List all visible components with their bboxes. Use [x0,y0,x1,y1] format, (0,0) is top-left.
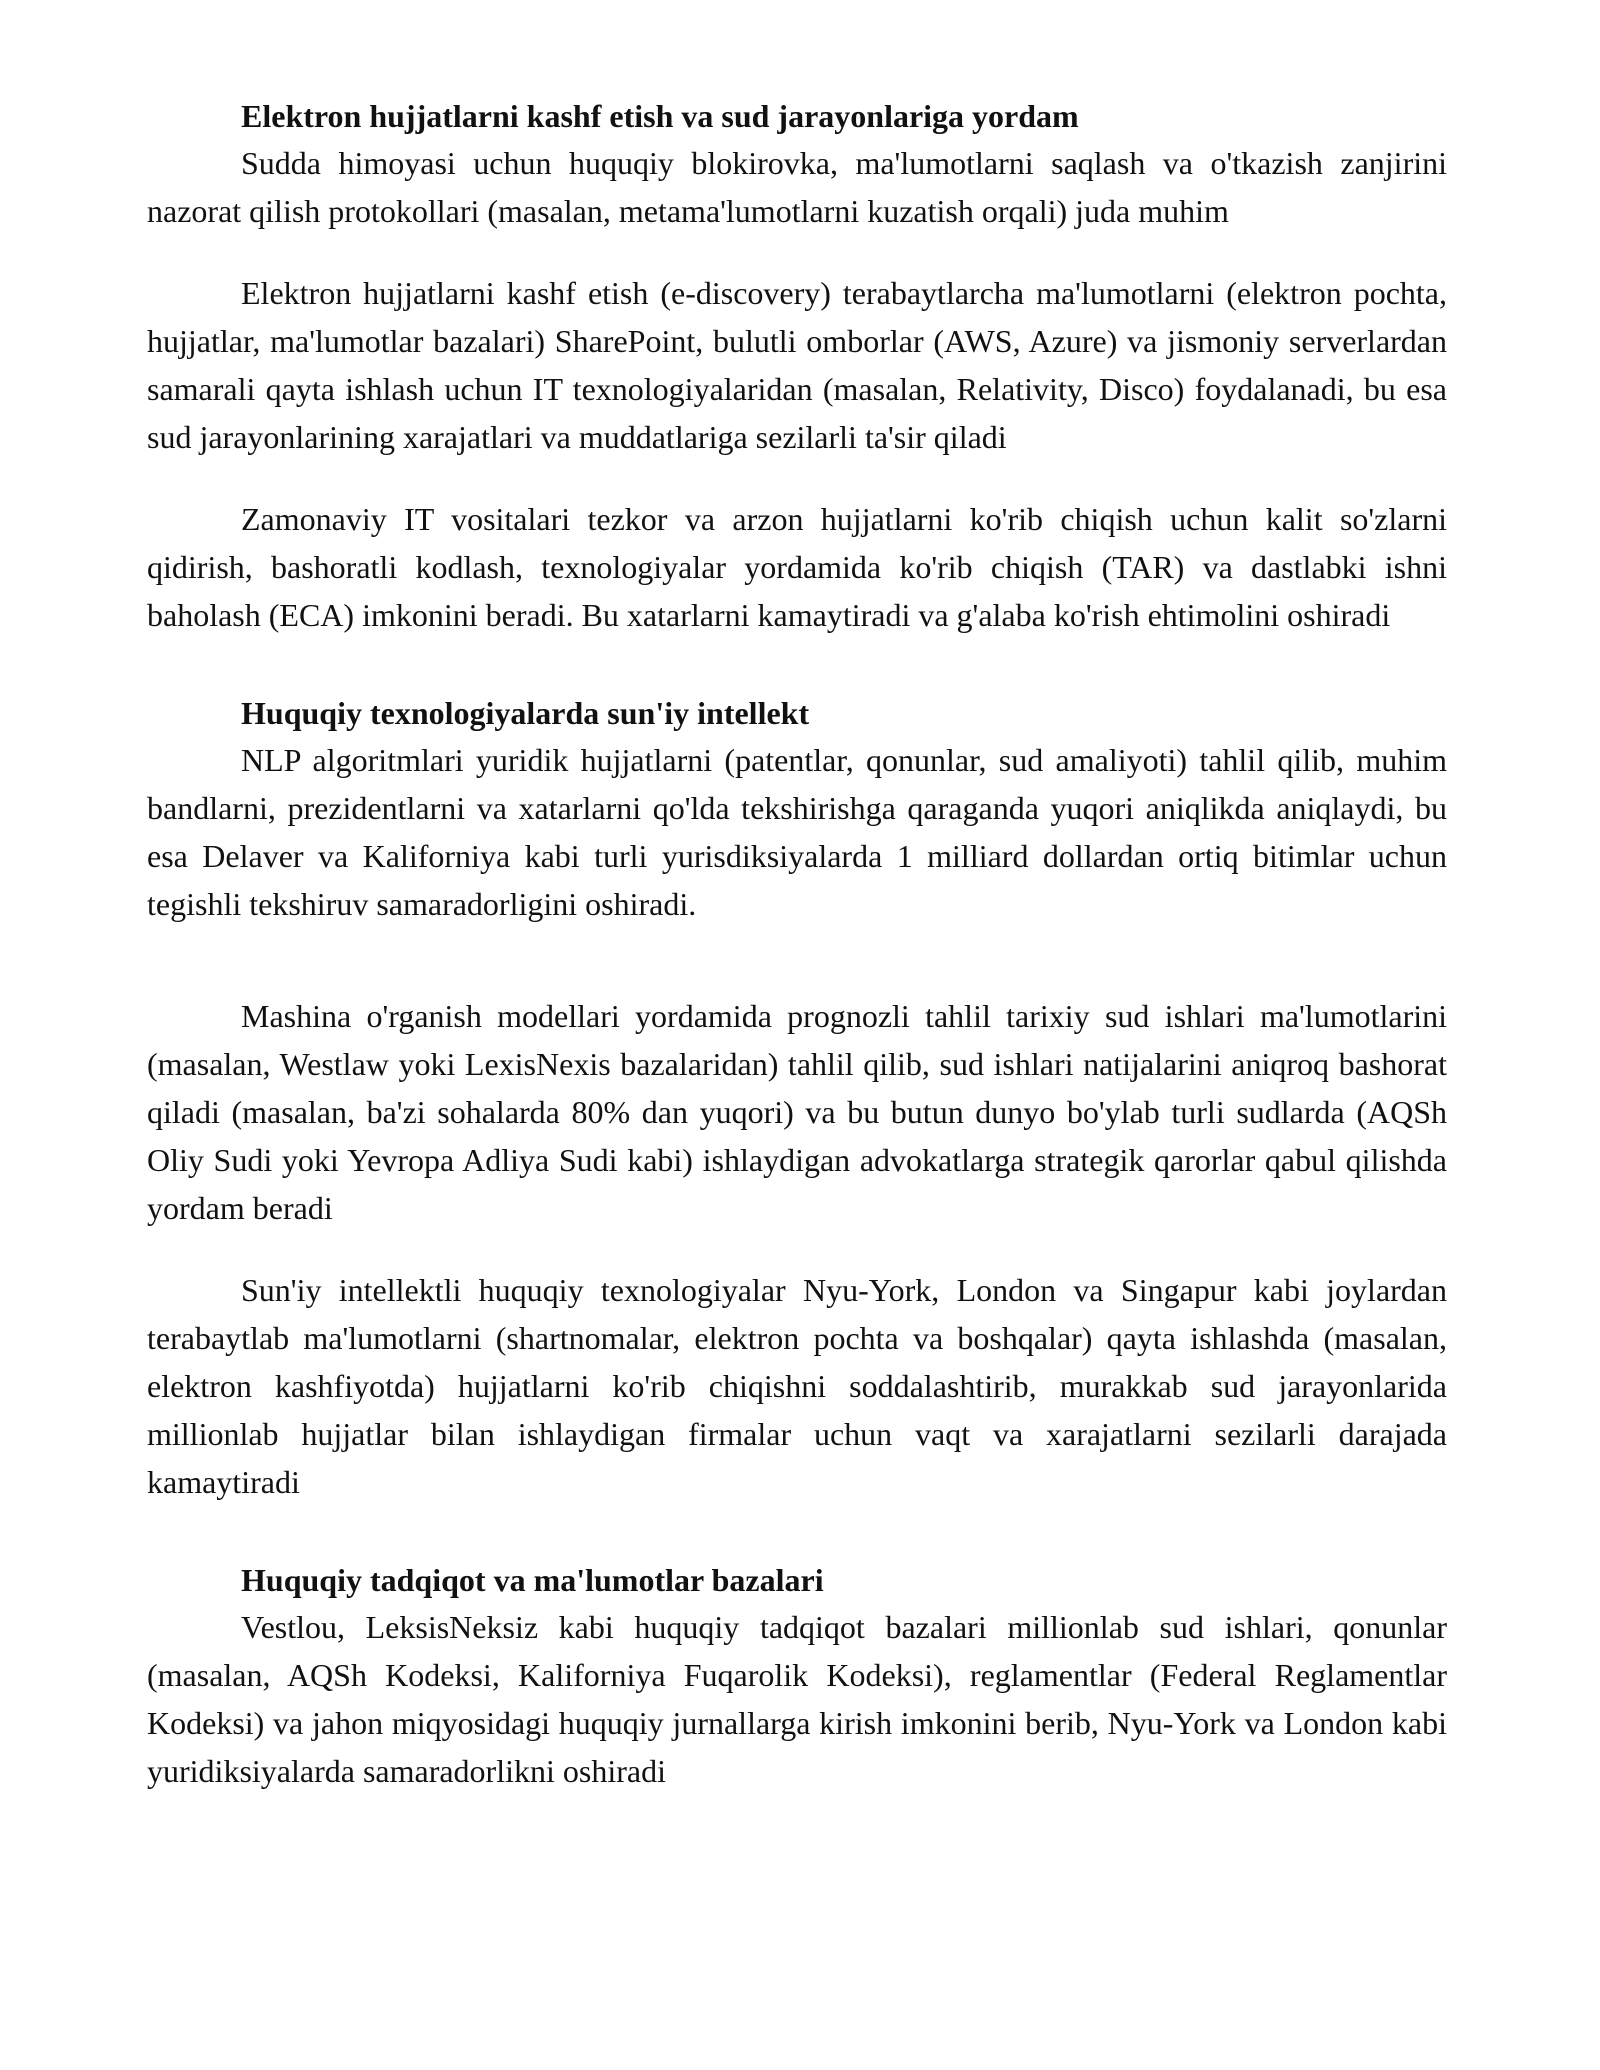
paragraph: Sudda himoyasi uchun huquqiy blokirovka, ma'lumotlarni saqlash va o'tkazish zanjirini nazorat qilish protokollari (masalan, metama'lumotlarni kuzatish orqali) juda muhim [147,145,1447,229]
paragraph: Elektron hujjatlarni kashf etish (e-discovery) terabaytlarcha ma'lumotlarni (elektron pochta, hujjatlar, ma'lumotlar bazalari) SharePoint, bulutli omborlar (AWS, Azure) va jismoniy serverlardan samarali qayta ishlash uchun IT texnologiyalaridan (masalan, Relativity, Disco) foydalanadi, bu esa sud jarayonlarining xarajatlari va muddatlariga sezilarli ta'sir qiladi [147,275,1447,455]
paragraph: NLP algoritmlari yuridik hujjatlarni (patentlar, qonunlar, sud amaliyoti) tahlil qilib, muhim bandlarni, prezidentlarni va xatarlarni qo'lda tekshirishga qaraganda yuqori aniqlikda aniqlaydi, bu esa Delaver va Kaliforniya kabi turli yurisdiksiyalarda 1 milliard dollardan ortiq bitimlar uchun tegishli tekshiruv samaradorligini oshiradi. [147,742,1447,922]
section-heading: Huquqiy texnologiyalarda sun'iy intellekt [241,695,810,731]
section-heading: Huquqiy tadqiqot va ma'lumotlar bazalari [241,1562,824,1598]
paragraph: Vestlou, LeksisNeksiz kabi huquqiy tadqiqot bazalari millionlab sud ishlari, qonunlar (masalan, AQSh Kodeksi, Kaliforniya Fuqarolik Kodeksi), reglamentlar (Federal Reglamentlar Kodeksi) va jahon miqyosidagi huquqiy jurnallarga kirish imkonini berib, Nyu-York va London kabi yuridiksiyalarda samaradorlikni oshiradi [147,1609,1447,1789]
section-legal-research [147,1560,1447,1795]
section-heading: Elektron hujjatlarni kashf etish va sud jarayonlariga yordam [241,98,1079,134]
document-page [147,96,1447,1795]
section-ai-legal-tech [147,693,1447,1506]
paragraph: Mashina o'rganish modellari yordamida prognozli tahlil tarixiy sud ishlari ma'lumotlarini (masalan, Westlaw yoki LexisNexis bazalaridan) tahlil qilib, sud ishlari natijalarini aniqroq bashorat qiladi (masalan, ba'zi sohalarda 80% dan yuqori) va bu butun dunyo bo'ylab turli sudlarda (AQSh Oliy Sudi yoki Yevropa Adliya Sudi kabi) ishlaydigan advokatlarga strategik qarorlar qabul qilishda yordam beradi [147,998,1447,1226]
paragraph: Zamonaviy IT vositalari tezkor va arzon hujjatlarni ko'rib chiqish uchun kalit so'zlarni qidirish, bashoratli kodlash, texnologiyalar yordamida ko'rib chiqish (TAR) va dastlabki ishni baholash (ECA) imkonini beradi. Bu xatarlarni kamaytiradi va g'alaba ko'rish ehtimolini oshiradi [147,501,1447,633]
paragraph: Sun'iy intellektli huquqiy texnologiyalar Nyu-York, London va Singapur kabi joylardan terabaytlab ma'lumotlarni (shartnomalar, elektron pochta va boshqalar) qayta ishlashda (masalan, elektron kashfiyotda) hujjatlarni ko'rib chiqishni soddalashtirib, murakkab sud jarayonlarida millionlab hujjatlar bilan ishlaydigan firmalar uchun vaqt va xarajatlarni sezilarli darajada kamaytiradi [147,1272,1447,1500]
section-e-discovery [147,96,1447,639]
